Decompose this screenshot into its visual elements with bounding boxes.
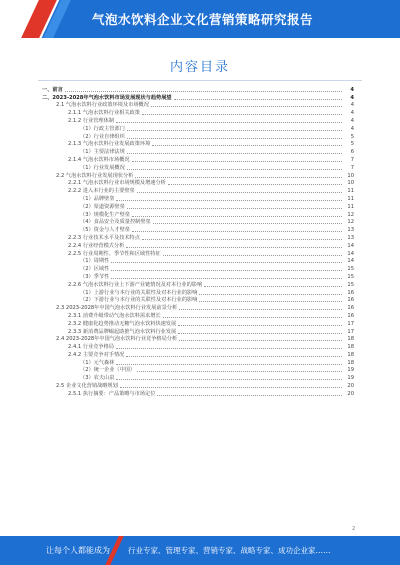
toc-entry[interactable] [42, 148, 354, 156]
toc-entry-title: （2）行业自律组织 [80, 133, 125, 140]
toc-entry[interactable] [42, 187, 354, 195]
toc-leader-dots [132, 215, 342, 217]
toc-entry-title: 2.2.1 气泡水饮料行业市场规模及增速分析 [68, 180, 166, 187]
toc-entry-title: 一、前言 [42, 86, 63, 93]
toc-entry-title: 2.5 企业文化营销战略规划 [56, 383, 118, 390]
toc-entry-page: 18 [347, 359, 354, 366]
toc-entry-page: 14 [347, 242, 354, 249]
toc-entry-page: 4 [350, 117, 354, 124]
toc-entry-page: 4 [350, 86, 354, 93]
toc-leader-dots [65, 90, 342, 92]
toc-entry[interactable] [42, 172, 354, 180]
toc-entry-title: 2.3.1 消费升级带动气泡水饮料需求增长 [68, 312, 161, 319]
toc-entry-page: 11 [347, 195, 354, 202]
toc-entry-title: 2.2 气泡水饮料行业发展现状分析 [56, 172, 134, 179]
toc-leader-dots [174, 98, 342, 100]
toc-entry[interactable] [42, 382, 354, 390]
toc-entry-page: 17 [347, 320, 354, 327]
toc-entry[interactable] [42, 289, 354, 297]
toc-entry[interactable] [42, 141, 354, 149]
table-of-contents [42, 86, 354, 398]
toc-leader-dots [126, 246, 342, 248]
toc-leader-dots [163, 316, 342, 318]
toc-leader-dots [179, 339, 342, 341]
toc-entry-page: 4 [350, 110, 354, 117]
toc-entry-title: （5）资金与人才壁垒 [80, 227, 130, 234]
toc-entry[interactable] [42, 94, 354, 102]
toc-entry[interactable] [42, 320, 354, 328]
toc-entry[interactable] [42, 125, 354, 133]
toc-entry-title: 2.4.1 行业竞争格局 [68, 344, 114, 351]
toc-entry[interactable] [42, 117, 354, 125]
toc-entry-title: （3）季节性 [80, 273, 110, 280]
toc-entry[interactable] [42, 164, 354, 172]
toc-entry[interactable] [42, 102, 354, 110]
toc-entry-page: 13 [347, 227, 354, 234]
toc-entry-page: 16 [347, 312, 354, 319]
toc-entry-page: 10 [347, 180, 354, 187]
toc-entry-title: 2.2.2 进入本行业的主要壁垒 [68, 188, 135, 195]
toc-entry-page: 12 [347, 211, 354, 218]
toc-leader-dots [178, 324, 342, 326]
toc-entry-title: 2.1.1 气泡水饮料行业相关政策 [68, 110, 140, 117]
toc-leader-dots [179, 308, 342, 310]
toc-entry-page: 4 [350, 102, 354, 109]
toc-entry-title: （2）统一企业（中国） [80, 367, 136, 374]
toc-entry[interactable] [42, 351, 354, 359]
toc-entry-title: （1）元气森林 [80, 359, 115, 366]
toc-entry[interactable] [42, 359, 354, 367]
toc-entry[interactable] [42, 304, 354, 312]
toc-entry-page: 11 [347, 203, 354, 210]
toc-leader-dots [126, 355, 342, 357]
toc-entry[interactable] [42, 226, 354, 234]
toc-entry-page: 5 [350, 133, 354, 140]
toc-entry-page: 16 [347, 297, 354, 304]
toc-entry-page: 20 [347, 390, 354, 397]
toc-leader-dots [199, 300, 342, 302]
toc-entry-title: 2.1.2 行业管理体制 [68, 117, 114, 124]
toc-leader-dots [116, 199, 342, 201]
toc-leader-dots [142, 238, 342, 240]
toc-leader-dots [152, 144, 342, 146]
toc-leader-dots [137, 370, 342, 372]
toc-entry-title: （1）行业发展概况 [80, 164, 125, 171]
toc-entry[interactable] [42, 180, 354, 188]
toc-entry-page: 19 [347, 375, 354, 382]
toc-entry-title: 2.1 气泡水饮料行业政策环境及市场概况 [56, 102, 149, 109]
toc-entry-title: （1）主要法律法规 [80, 149, 125, 156]
toc-leader-dots [157, 394, 342, 396]
toc-entry-page: 7 [350, 156, 354, 163]
toc-entry[interactable] [42, 343, 354, 351]
toc-entry[interactable] [42, 219, 354, 227]
toc-entry-page: 14 [347, 258, 354, 265]
toc-entry-title: （3）农夫山泉 [80, 375, 115, 382]
toc-entry-title: 2.4.2 主要竞争对手情况 [68, 351, 125, 358]
footer-slogan: 让每个人都能成为 [46, 546, 110, 555]
toc-entry-page: 11 [347, 188, 354, 195]
document-title: 气泡水饮料企业文化营销策略研究报告 [92, 12, 314, 27]
toc-entry-page: 15 [347, 273, 354, 280]
toc-entry-title: （1）周期性 [80, 258, 110, 265]
toc-entry-title: 2.5.1 执行摘要：产品策略与市场定位 [68, 390, 156, 397]
toc-leader-dots [127, 137, 342, 139]
toc-entry-page: 17 [347, 328, 354, 335]
toc-entry-page: 16 [347, 289, 354, 296]
toc-entry[interactable] [42, 281, 354, 289]
toc-entry[interactable] [42, 390, 354, 398]
toc-entry[interactable] [42, 156, 354, 164]
toc-entry[interactable] [42, 86, 354, 94]
toc-entry-title: （2）区域性 [80, 266, 110, 273]
toc-entry[interactable] [42, 195, 354, 203]
toc-entry-page: 18 [347, 336, 354, 343]
toc-entry-page: 6 [350, 149, 354, 156]
toc-entry-title: （1）品牌壁垒 [80, 195, 115, 202]
toc-entry-title: 2.2.3 行业技术水平及技术特点 [68, 234, 140, 241]
toc-leader-dots [127, 207, 342, 209]
toc-entry-page: 15 [347, 266, 354, 273]
toc-entry[interactable] [42, 133, 354, 141]
toc-leader-dots [163, 254, 342, 256]
toc-entry-page: 16 [347, 305, 354, 312]
toc-entry[interactable] [42, 211, 354, 219]
toc-entry-page: 15 [347, 281, 354, 288]
toc-entry-page: 18 [347, 344, 354, 351]
toc-entry-title: （1）上游行业与本行业的关联性及对本行业的影响 [80, 289, 198, 296]
toc-entry-title: （1）行政主管部门 [80, 125, 125, 132]
toc-leader-dots [168, 183, 342, 185]
toc-entry-page: 18 [347, 351, 354, 358]
toc-entry[interactable] [42, 250, 354, 258]
header-bar [0, 0, 400, 38]
toc-leader-dots [116, 121, 342, 123]
toc-entry-title: 2.2.6 气泡水饮料行业上下游产业链情况及对本行业的影响 [68, 281, 203, 288]
toc-entry-title: 2.1.3 气泡水饮料行业发展政策环境 [68, 141, 151, 148]
toc-entry[interactable] [42, 203, 354, 211]
toc-entry-title: 2.3.3 新消费品牌崛起助推气泡水饮料行业发展 [68, 328, 177, 335]
toc-entry-title: 2.3 2023-2028年中国气泡水饮料行业发展前景分析 [56, 305, 178, 312]
toc-entry-title: 2.4 2023-2028年中国气泡水饮料行业竞争格局分析 [56, 336, 178, 343]
toc-entry-title: 2.1.4 气泡水饮料市场概况 [68, 156, 130, 163]
toc-entry[interactable] [42, 234, 354, 242]
toc-leader-dots [135, 176, 342, 178]
toc-entry[interactable] [42, 312, 354, 320]
toc-entry-page: 4 [350, 125, 354, 132]
toc-entry[interactable] [42, 336, 354, 344]
toc-entry[interactable] [42, 297, 354, 305]
toc-leader-dots [199, 293, 342, 295]
toc-entry-page: 7 [350, 164, 354, 171]
toc-entry-title: 2.3.2 健康化趋势推动无糖气泡水饮料快速发展 [68, 320, 177, 327]
toc-entry[interactable] [42, 265, 354, 273]
toc-entry[interactable] [42, 109, 354, 117]
toc-entry[interactable] [42, 374, 354, 382]
toc-leader-dots [111, 261, 342, 263]
toc-leader-dots [127, 168, 342, 170]
toc-leader-dots [116, 347, 342, 349]
toc-leader-dots [116, 363, 342, 365]
toc-entry-page: 10 [347, 172, 354, 179]
toc-leader-dots [111, 277, 342, 279]
toc-entry-title: （4）食品安全及质量控制壁垒 [80, 219, 151, 226]
toc-leader-dots [132, 230, 342, 232]
toc-leader-dots [204, 285, 342, 287]
toc-entry-page: 12 [347, 219, 354, 226]
toc-entry-page: 20 [347, 383, 354, 390]
toc-leader-dots [127, 152, 342, 154]
toc-entry[interactable] [42, 242, 354, 250]
toc-leader-dots [120, 386, 342, 388]
toc-entry-page: 19 [347, 367, 354, 374]
footer-tagline: 行业专家、管理专家、营销专家、战略专家、成功企业家…… [128, 546, 331, 555]
toc-entry-page: 5 [350, 141, 354, 148]
toc-entry-title: 二、2023-2028年气泡水饮料市场发展现状与趋势展望 [42, 94, 172, 101]
toc-leader-dots [132, 160, 342, 162]
toc-entry-title: 2.2.4 行业经营模式分析 [68, 242, 125, 249]
toc-leader-dots [142, 113, 342, 115]
toc-entry-title: （2）渠道资源壁垒 [80, 203, 125, 210]
toc-entry-title: 2.2.5 行业周期性、季节性和区域性特征 [68, 250, 161, 257]
toc-entry-page: 14 [347, 250, 354, 257]
toc-entry-title: （3）规模化生产壁垒 [80, 211, 130, 218]
toc-divider [38, 80, 362, 81]
toc-entry-page: 13 [347, 234, 354, 241]
toc-leader-dots [151, 105, 342, 107]
toc-entry[interactable] [42, 328, 354, 336]
toc-leader-dots [111, 269, 342, 271]
toc-leader-dots [153, 222, 342, 224]
toc-entry-page: 4 [350, 94, 354, 101]
toc-entry-title: （2）下游行业与本行业的关联性及对本行业的影响 [80, 297, 198, 304]
toc-entry[interactable] [42, 273, 354, 281]
toc-leader-dots [127, 129, 342, 131]
toc-entry[interactable] [42, 258, 354, 266]
toc-leader-dots [137, 191, 342, 193]
toc-heading: 内容目录 [169, 60, 230, 75]
toc-leader-dots [116, 378, 342, 380]
toc-entry[interactable] [42, 367, 354, 375]
toc-leader-dots [178, 332, 342, 334]
page-number: 2 [352, 526, 356, 532]
footer-bar [0, 536, 400, 565]
